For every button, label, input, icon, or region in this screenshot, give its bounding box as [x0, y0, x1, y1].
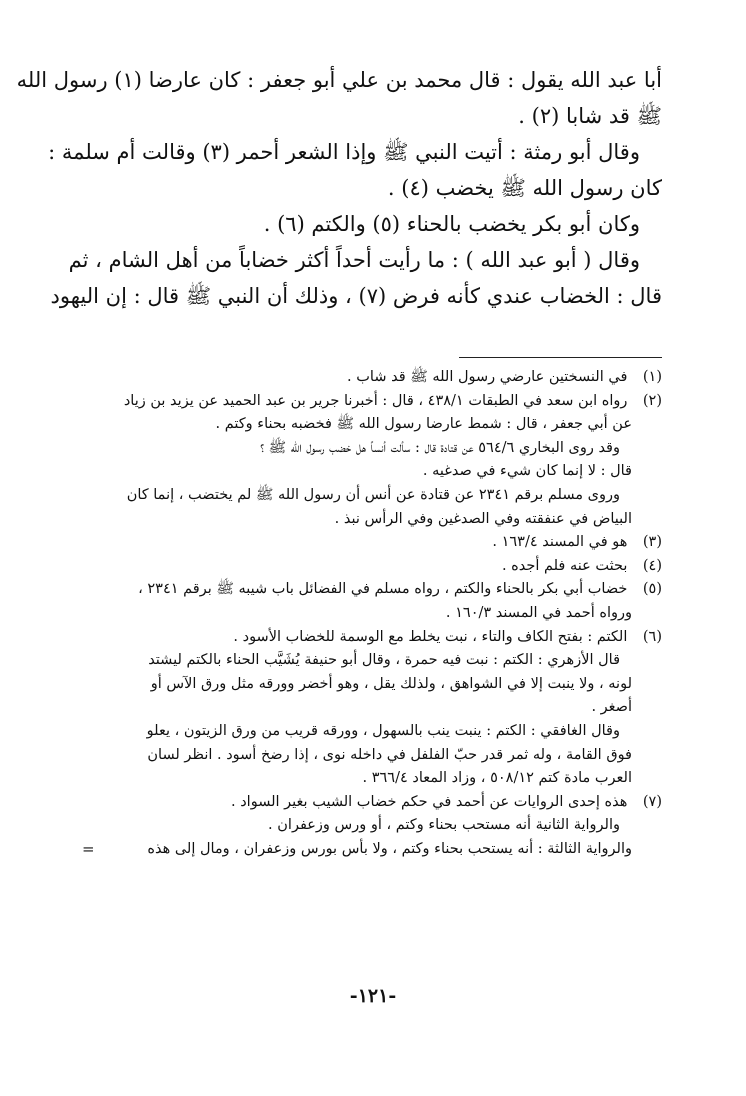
main-text-line: وقال أبو رمثة : أتيت النبي ﷺ وإذا الشعر أحمر (٣) وقالت أم سلمة : — [48, 140, 640, 164]
footnote-text: في النسختين عارضي رسول الله ﷺ قد شاب . — [347, 369, 628, 385]
footnote-1 — [82, 366, 662, 390]
footnotes — [82, 366, 662, 861]
main-text-line: وقال ( أبو عبد الله ) : ما رأيت أحداً أكثر خضاباً من أهل الشام ، ثم — [68, 248, 640, 272]
footnote-text: البياض في عنفقته وفي الصدغين وفي الرأس نبذ . — [334, 510, 632, 527]
footnote-text: وقد روى البخاري ٥٦٤/٦ عن قتادة قال : سألت أنساً هل خضب رسول الله ﷺ ؟ — [260, 439, 620, 456]
footnote-text: وقال الغافقي : الكتم : ينبت ينب بالسهول ، وورقه قريب من ورق الزيتون ، يعلو — [146, 722, 620, 739]
footnote-text: والرواية الثانية أنه مستحب بحناء وكتم ، أو ورس وزعفران . — [268, 817, 620, 834]
footnote-6 — [82, 626, 662, 650]
footnote-last-line — [82, 838, 662, 862]
footnote-text: العرب مادة كتم ٥٠٨/١٢ ، وزاد المعاد ٣٦٦/٤ . — [362, 770, 632, 787]
footnote-text: ورواه أحمد في المسند ١٦٠/٣ . — [445, 604, 632, 621]
footnote-3 — [82, 531, 662, 555]
main-text-line: وكان أبو بكر يخضب بالحناء (٥) والكتم (٦) . — [263, 212, 640, 236]
footnote-text: رواه ابن سعد في الطبقات ٤٣٨/١ ، قال : أخبرنا جرير بن عبد الحميد عن يزيد بن زياد — [123, 392, 628, 409]
footnote-text: هو في المسند ١٦٣/٤ . — [492, 534, 628, 551]
footnote-text: عن أبي جعفر ، قال : شمط عارضا رسول الله ﷺ فخضبه بحناء وكتم . — [215, 416, 632, 433]
footnote-number: (٧) — [642, 793, 662, 810]
footnote-number: (٢) — [642, 392, 662, 409]
main-text-line: أبا عبد الله يقول : قال محمد بن علي أبو جعفر : كان عارضا (١) رسول الله — [16, 68, 662, 92]
main-text-line: قال : الخضاب عندي كأنه فرض (٧) ، وذلك أن النبي ﷺ قال : إن اليهود — [50, 284, 662, 308]
footnote-text: الكتم : بفتح الكاف والتاء ، نبت يخلط مع الوسمة للخضاب الأسود . — [233, 628, 628, 645]
footnote-separator — [459, 357, 662, 358]
main-text-line: ﷺ قد شابا (٢) . — [518, 104, 662, 128]
footnote-text: هذه إحدى الروايات عن أحمد في حكم خضاب الشيب بغير السواد . — [231, 793, 628, 810]
footnote-number: (٥) — [642, 581, 662, 598]
footnote-7 — [82, 791, 662, 815]
footnote-text: لونه ، ولا ينبت إلا في الشواهق ، ولذلك يقل ، وهو أخضر وورقه مثل ورق الآس أو — [150, 675, 632, 692]
footnote-text: خضاب أبي بكر بالحناء والكتم ، رواه مسلم في الفضائل باب شيبه ﷺ برقم ٢٣٤١ ، — [138, 581, 628, 598]
footnote-text: أصغر . — [591, 699, 632, 716]
main-text-line: كان رسول الله ﷺ يخضب (٤) . — [387, 176, 662, 200]
main-text — [16, 62, 662, 314]
footnote-number: (٤) — [642, 557, 662, 574]
page-number: -١٢١- — [349, 985, 397, 1007]
footnote-number: (٦) — [642, 628, 662, 645]
footnote-text: قال : لا إنما كان شيء في صدغيه . — [422, 463, 632, 480]
continuation-mark: = — [82, 839, 95, 858]
footnote-text: والرواية الثالثة : أنه يستحب بحناء وكتم ، ولا بأس بورس وزعفران ، ومال إلى هذه — [147, 840, 632, 857]
footnote-text: فوق القامة ، وله ثمر قدر حبّ الفلفل في داخله نوى ، إذا رضخ أسود . انظر لسان — [147, 746, 632, 763]
footnote-5 — [82, 578, 662, 602]
footnote-number: (٣) — [642, 534, 662, 551]
footnote-text: قال الأزهري : الكتم : نبت فيه حمرة ، وقال أبو حنيفة يُشَيَّب الحناء بالكتم ليشتد — [148, 652, 620, 669]
footnote-number: (١) — [642, 369, 662, 385]
footnote-text: وروى مسلم برقم ٢٣٤١ عن قتادة عن أنس أن رسول الله ﷺ لم يختضب ، إنما كان — [126, 486, 620, 503]
footnote-text: بحثت عنه فلم أجده . — [501, 557, 628, 574]
footnote-2 — [82, 390, 662, 414]
footnote-4 — [82, 555, 662, 579]
